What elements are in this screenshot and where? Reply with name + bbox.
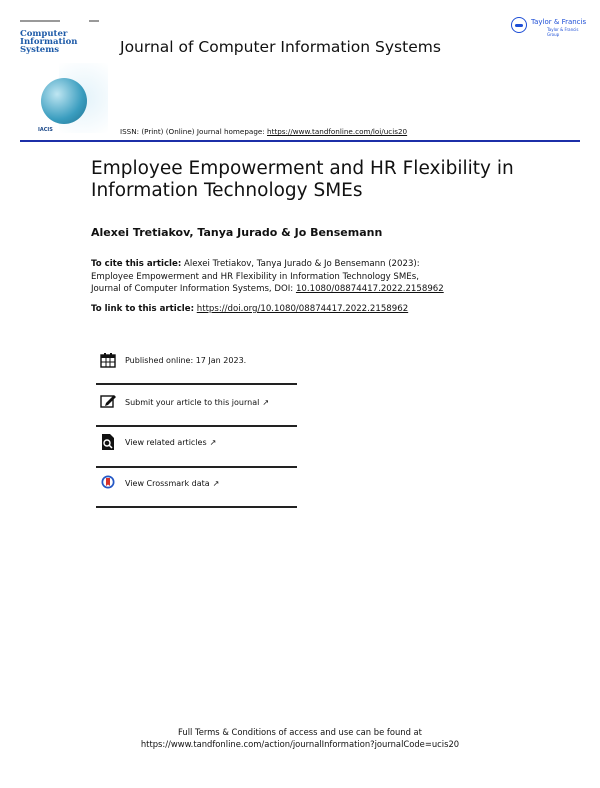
crossmark-link[interactable]: [96, 475, 297, 495]
journal-cover-image: [19, 18, 108, 138]
published-online-row: [96, 352, 297, 372]
published-date: Published online: 17 Jan 2023.: [125, 356, 247, 365]
cover-title: [20, 30, 77, 54]
citation-label: To cite this article:: [91, 259, 182, 269]
divider: [96, 383, 297, 385]
cover-text-line: [20, 20, 60, 22]
footer-terms: [0, 726, 600, 750]
issn-line: [120, 127, 407, 136]
cover-title-line: Information: [20, 37, 78, 47]
publisher-logo: [511, 17, 587, 37]
related-articles-label: [125, 438, 216, 447]
submit-article-text: Submit your article to this journal: [125, 398, 260, 407]
footer-terms-text: Full Terms & Conditions of access and use can be found at: [178, 727, 422, 737]
related-articles-link[interactable]: [96, 434, 297, 454]
article-link: [91, 304, 408, 314]
divider: [96, 425, 297, 427]
globe-image: [41, 78, 87, 124]
article-link-label: To link to this article:: [91, 304, 195, 314]
doi-link[interactable]: 10.1080/08874417.2022.2158962: [295, 284, 444, 294]
crossmark-icon: [100, 475, 116, 491]
publisher-logo-icon: [511, 17, 527, 33]
article-authors: Alexei Tretiakov, Tanya Jurado & Jo Bensemann: [91, 226, 383, 239]
cover-title-line: Computer: [20, 29, 68, 39]
crossmark-text: View Crossmark data: [125, 479, 210, 488]
citation-text: Alexei Tretiakov, Tanya Jurado & Jo Bensemann (2023): Employee Empowerment and HR Flexibility in Information Technology SMEs, Journal of Computer Information Systems, DOI:: [91, 259, 420, 294]
external-link-icon: ↗: [262, 398, 270, 407]
submit-article-label: [125, 398, 269, 407]
crossmark-label: [125, 479, 219, 488]
external-link-icon: ↗: [209, 438, 217, 447]
cover-text-line: [89, 20, 99, 22]
issn-label: ISSN: (Print) (Online) Journal homepage:: [120, 127, 268, 136]
journal-homepage-link[interactable]: https://www.tandfonline.com/loi/ucis20: [267, 127, 408, 136]
header-divider: [20, 140, 580, 142]
publisher-name: Taylor & Francis: [531, 18, 587, 26]
external-link-icon: ↗: [212, 479, 220, 488]
journal-title: Journal of Computer Information Systems: [120, 38, 441, 56]
related-articles-icon: [100, 434, 116, 450]
calendar-icon: [100, 352, 116, 368]
cover-publisher-mark: IACIS: [38, 127, 53, 133]
related-articles-text: View related articles: [125, 438, 207, 447]
submit-article-link[interactable]: [96, 393, 297, 413]
article-url-link[interactable]: https://doi.org/10.1080/08874417.2022.2158962: [196, 304, 409, 314]
edit-icon: [100, 393, 116, 409]
article-title: Employee Empowerment and HR Flexibility in Information Technology SMEs: [91, 158, 514, 201]
cover-title-line: Systems: [20, 45, 59, 55]
divider: [96, 506, 297, 508]
footer-terms-url[interactable]: https://www.tandfonline.com/action/journalInformation?journalCode=ucis20: [140, 739, 460, 749]
divider: [96, 466, 297, 468]
citation: [91, 258, 446, 296]
publisher-subtitle: Taylor & Francis Group: [547, 27, 579, 37]
